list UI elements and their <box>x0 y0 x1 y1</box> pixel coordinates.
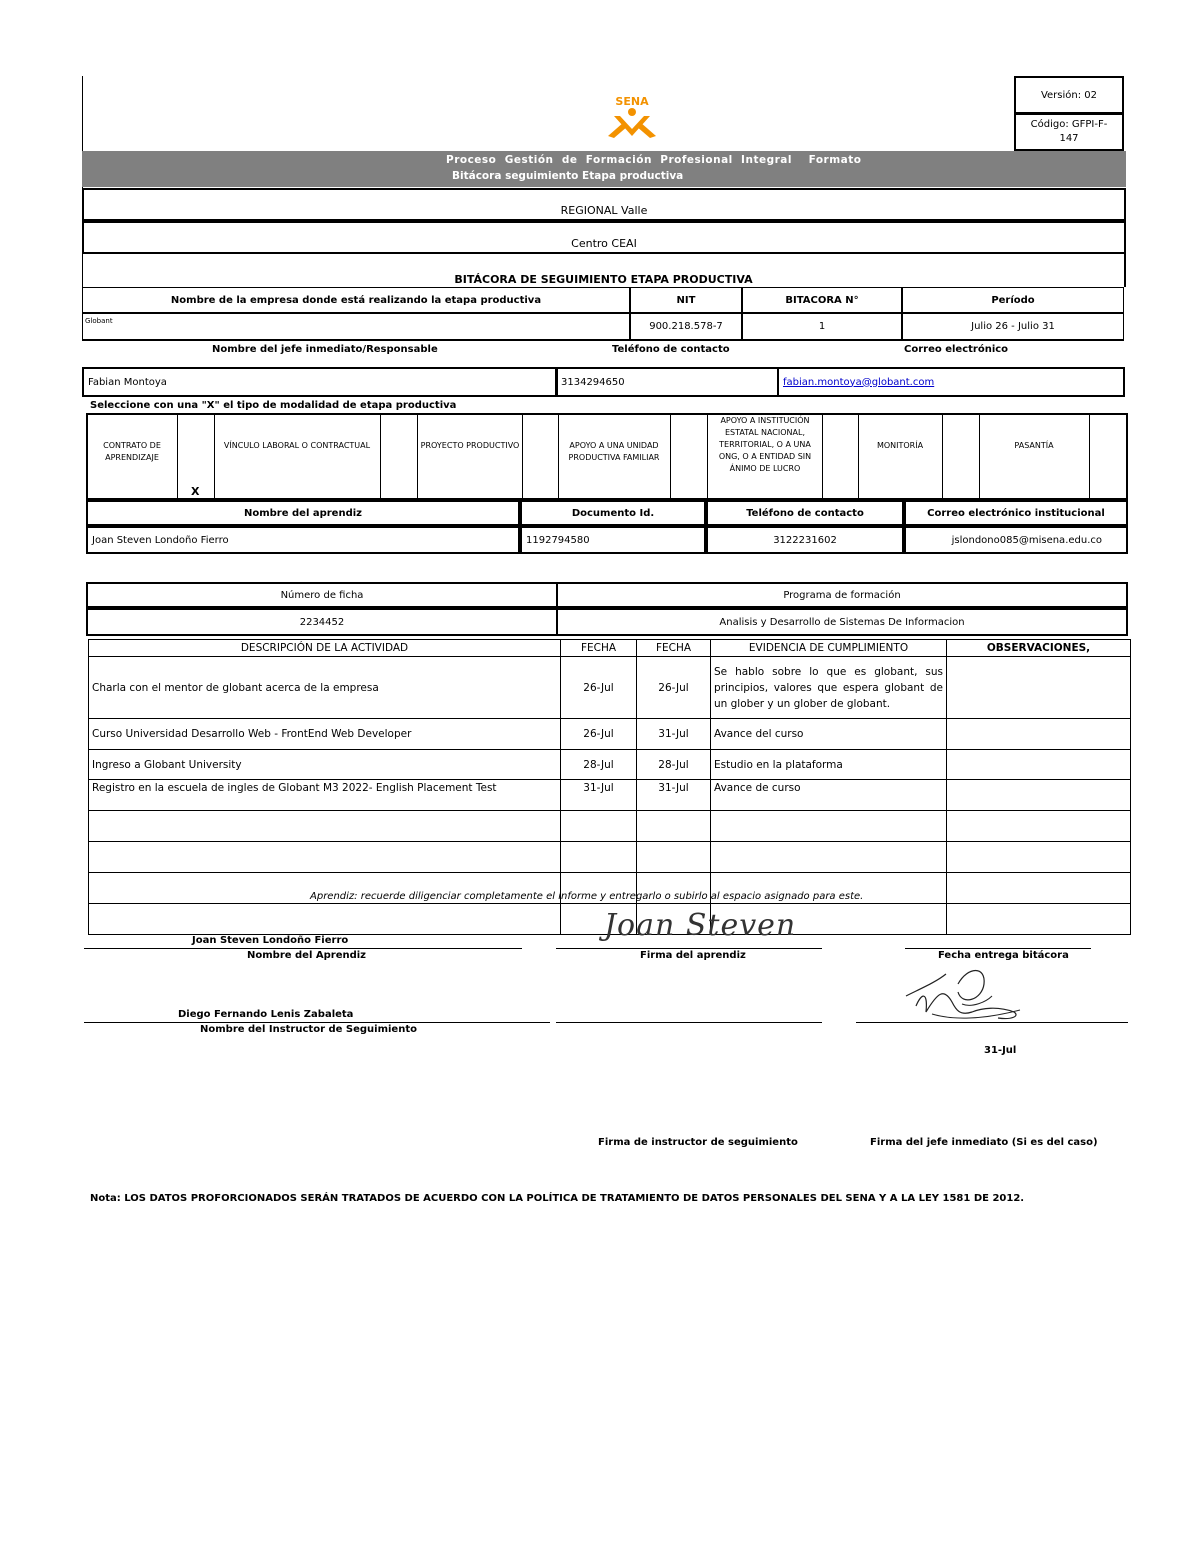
delivery-date-caption: Fecha entrega bitácora <box>938 950 1069 961</box>
regional-text: REGIONAL Valle <box>560 204 648 217</box>
apprentice-name-cell <box>86 526 520 554</box>
apprentice-phone: 3122231602 <box>773 534 837 546</box>
apprentice-name: Joan Steven Londoño Fierro <box>92 534 229 546</box>
table-row <box>89 842 1131 873</box>
table-row <box>89 811 1131 842</box>
apprentice-handwritten-signature: Joan Steven <box>604 908 797 943</box>
apprentice-email: jslondono085@misena.edu.co <box>951 534 1102 546</box>
apprentice-doc-cell <box>520 526 706 554</box>
code-text: Código: GFPI-F-147 <box>1030 119 1108 144</box>
version-box <box>1014 76 1124 114</box>
company-name-label: Nombre de la empresa donde está realizando la etapa productiva <box>82 287 630 313</box>
bitacora-title-box <box>82 254 1126 287</box>
centro-text: Centro CEAI <box>571 237 637 250</box>
modality-option-contrato: CONTRATO DE APRENDIZAJE <box>103 441 161 462</box>
activity-description: Ingreso a Globant University <box>89 750 561 780</box>
boss-name-label: Nombre del jefe inmediato/Responsable <box>212 344 438 355</box>
activity-description: Curso Universidad Desarrollo Web - FrontEnd Web Developer <box>89 719 561 750</box>
boss-sign-caption: Firma del jefe inmediato (Si es del caso) <box>870 1137 1098 1148</box>
modality-mark: X <box>191 485 200 498</box>
centro-box <box>82 221 1126 254</box>
company-name: Globant <box>85 317 113 325</box>
modality-option-pasantia: PASANTÍA <box>1014 441 1054 450</box>
activity-date-end: 28-Jul <box>637 750 711 780</box>
process-subtitle: Bitácora seguimiento Etapa productiva <box>452 170 684 182</box>
activities-note: Aprendiz: recuerde diligenciar completamente el informe y entregarlo o subirlo al espacio asignado para este. <box>310 891 864 902</box>
table-row <box>89 657 1131 719</box>
instructor-name-caption: Nombre del Instructor de Seguimiento <box>200 1024 417 1035</box>
boss-email-link[interactable]: fabian.montoya@globant.com <box>783 376 935 388</box>
ficha-label: Número de ficha <box>86 582 558 608</box>
delivery-date: 31-Jul <box>984 1045 1017 1056</box>
activity-date-start: 26-Jul <box>561 657 637 719</box>
sena-logo <box>604 94 660 140</box>
activities-header-row <box>89 640 1131 657</box>
version-text: Versión: 02 <box>1040 89 1098 101</box>
boss-phone: 3134294650 <box>561 376 625 388</box>
bitacora-number-label: BITACORA N° <box>742 287 902 313</box>
apprentice-phone-label: Teléfono de contacto <box>706 500 904 526</box>
header-observations: OBSERVACIONES, <box>947 640 1131 657</box>
process-title: Proceso Gestión de Formación Profesional Integral Formato <box>446 154 862 166</box>
boss-phone-label: Teléfono de contacto <box>612 344 730 355</box>
boss-phone-cell <box>555 367 779 397</box>
activity-evidence: Avance del curso <box>711 719 947 750</box>
header-evidence: EVIDENCIA DE CUMPLIMIENTO <box>711 640 947 657</box>
header-description: DESCRIPCIÓN DE LA ACTIVIDAD <box>89 640 561 657</box>
activity-date-end: 31-Jul <box>637 780 711 811</box>
modality-prompt: Seleccione con una "X" el tipo de modalidad de etapa productiva <box>90 400 457 411</box>
apprentice-phone-cell <box>706 526 904 554</box>
activity-date-end: 31-Jul <box>637 719 711 750</box>
activity-date-start: 31-Jul <box>561 780 637 811</box>
activity-observations <box>947 780 1131 811</box>
activity-description: Charla con el mentor de globant acerca de la empresa <box>89 657 561 719</box>
activity-observations <box>947 719 1131 750</box>
apprentice-email-cell <box>904 526 1128 554</box>
boss-name: Fabian Montoya <box>88 376 167 388</box>
code-box <box>1014 113 1124 151</box>
modality-option-vinculo: VÍNCULO LABORAL O CONTRACTUAL <box>223 441 371 450</box>
instructor-name: Diego Fernando Lenis Zabaleta <box>178 1009 354 1020</box>
modality-option-monitoria: MONITORÍA <box>876 441 924 450</box>
apprentice-sign-caption: Firma del aprendiz <box>640 950 746 961</box>
apprentice-name-caption: Nombre del Aprendiz <box>247 950 366 961</box>
activity-date-end: 26-Jul <box>637 657 711 719</box>
instructor-signature-image <box>902 962 1032 1026</box>
header-fecha-start: FECHA <box>561 640 637 657</box>
company-name-cell <box>82 313 630 341</box>
activity-observations <box>947 657 1131 719</box>
ficha-value: 2234452 <box>86 608 558 636</box>
instructor-sign-caption: Firma de instructor de seguimiento <box>598 1137 798 1148</box>
modality-option-unidad-familiar: APOYO A UNA UNIDAD PRODUCTIVA FAMILIAR <box>568 441 660 462</box>
activity-evidence: Estudio en la plataforma <box>711 750 947 780</box>
apprentice-doc-label: Documento Id. <box>520 500 706 526</box>
period-label: Período <box>902 287 1124 313</box>
modality-option-proyecto: PROYECTO PRODUCTIVO <box>420 441 520 450</box>
footer-note: Nota: LOS DATOS PROFORCIONADOS SERÁN TRATADOS DE ACUERDO CON LA POLÍTICA DE TRATAMIENTO DE DATOS PERSONALES DEL SENA Y A LA LEY 1581 DE 2012. <box>90 1193 1025 1204</box>
boss-name-cell <box>82 367 558 397</box>
nit-value: 900.218.578-7 <box>630 313 742 341</box>
period-value: Julio 26 - Julio 31 <box>902 313 1124 341</box>
apprentice-doc: 1192794580 <box>526 534 590 546</box>
program-value: Analisis y Desarrollo de Sistemas De Informacion <box>556 608 1128 636</box>
table-row <box>89 750 1131 780</box>
boss-email-cell <box>777 367 1125 397</box>
modality-option-institucion: APOYO A INSTITUCIÓN ESTATAL NACIONAL, TERRITORIAL, O A UNA ONG, O A ENTIDAD SIN ÁNIMO DE LUCRO <box>718 416 812 473</box>
header-fecha-end: FECHA <box>637 640 711 657</box>
apprentice-name-label: Nombre del aprendiz <box>86 500 520 526</box>
activity-description: Registro en la escuela de ingles de Globant M3 2022- English Placement Test <box>89 780 561 811</box>
regional-box <box>82 188 1126 221</box>
activity-date-start: 28-Jul <box>561 750 637 780</box>
program-label: Programa de formación <box>556 582 1128 608</box>
apprentice-email-label: Correo electrónico institucional <box>904 500 1128 526</box>
nit-label: NIT <box>630 287 742 313</box>
table-row <box>89 780 1131 811</box>
activity-observations <box>947 750 1131 780</box>
process-banner <box>82 151 1126 187</box>
bitacora-title: BITÁCORA DE SEGUIMIENTO ETAPA PRODUCTIVA <box>454 273 753 286</box>
sena-logo-text: SENA <box>615 95 649 108</box>
bitacora-number-value: 1 <box>742 313 902 341</box>
table-row <box>89 719 1131 750</box>
apprentice-signature-name: Joan Steven Londoño Fierro <box>192 935 349 946</box>
activity-evidence: Avance de curso <box>711 780 947 811</box>
activity-date-start: 26-Jul <box>561 719 637 750</box>
boss-email-label: Correo electrónico <box>904 344 1009 355</box>
activity-evidence: Se hablo sobre lo que es globant, sus principios, valores que espera globant de un glober y un glober de globant. <box>711 657 947 719</box>
